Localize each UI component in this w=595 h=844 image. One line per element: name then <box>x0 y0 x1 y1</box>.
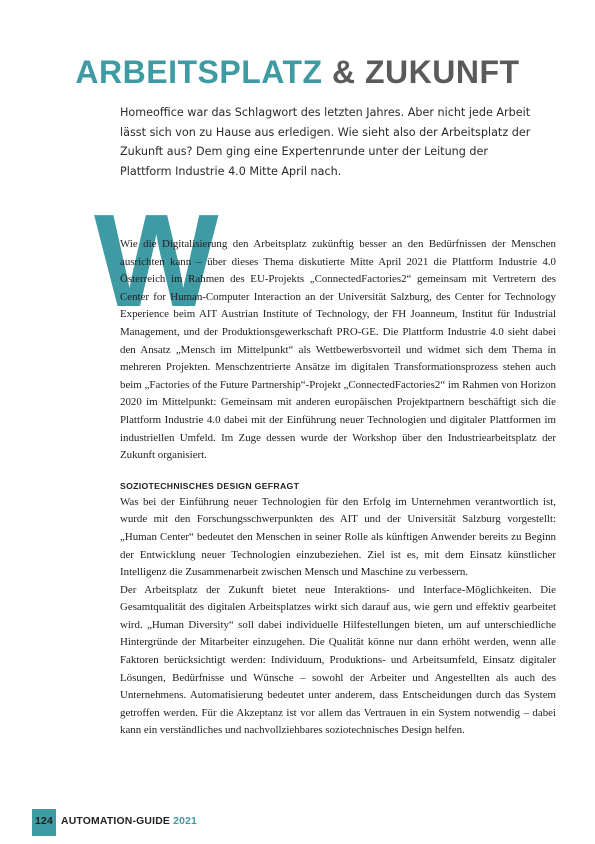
publication-year: 2021 <box>173 816 198 827</box>
paragraph-human-diversity: Der Arbeitsplatz der Zukunft bietet neue Interaktions- und Interface-Möglichkeiten. Die Gesamtqualität des digitalen Arbeitsplatzes wirkt sich darauf aus, wie gern und effektiv gearbeitet wird. „Human Diversity“ soll dabei individuelle Hilfestellungen bieten, um auf unterschiedliche Hintergründe der Mitarbeiter einzugehen. Die Qualität könne nur dann erhöht werden, wenn alle Faktoren berücksichtigt werden: Individuum, Produktions- und Arbeitsumfeld, Einsatz digitaler Lösungen, Bedürfnisse und Wünsche – sowohl der Arbeiter und Angestellten als auch des Unternehmens. Automatisierung bedeutet unter anderem, dass Entscheidungen durch das System getroffen werden. Für die Akzeptanz ist vor allem das Vertrauen in ein System notwendig – dabei kann ein verständliches und nachvollziehbares soziotechnisches Design helfen. <box>120 583 556 737</box>
title-part-arbeitsplatz: ARBEITSPLATZ <box>75 54 323 90</box>
page-title <box>0 52 595 92</box>
paragraph-intro-workshop: Wie die Digitalisierung den Arbeitsplatz zukünftig besser an den Bedürfnissen der Menschen ausrichten kann – über dieses Thema diskutierte Mitte April 2021 die Plattform Industrie 4.0 Österreich im Rahmen des EU-Projekts „ConnectedFactories2“ gemeinsam mit Vertretern des Center for Human-Computer Interaction an der Universität Salzburg, des Center for Technology Experience beim AIT Austrian Institute of Technology, der FH Joanneum, Institut für Industrial Management, und der Produktionsgewerkschaft PRO-GE. Die Plattform Industrie 4.0 sieht dabei den Ansatz „Mensch im Mittelpunkt“ als Wettbewerbsvorteil und widmet sich dem Thema in mehreren Projekten. Menschzentrierte Ansätze im digitalen Transformationsprozess stehen auch beim „Factories of the Future Partnership“-Projekt „ConnectedFactories2“ im Rahmen von Horizon 2020 im Mittelpunkt: Gemeinsam mit anderen europäischen Projektpartnern beschäftigt sich die Plattform Industrie 4.0 dabei mit der Einführung neuer Technologien und digitaler Plattformen im industriellen Umfeld. Im Zuge dessen wurde der Workshop über den Industriearbeitsplatz der Zukunft organisiert. <box>120 238 556 462</box>
intro-paragraph: Homeoffice war das Schlagwort des letzten Jahres. Aber nicht jede Arbeit lässt sich von zu Hause aus erledigen. Wie sieht also der Arbeitsplatz der Zukunft aus? Dem ging eine Expertenrunde unter der Leitung der Plattform Industrie 4.0 Mitte April nach. <box>120 106 531 178</box>
title-part-zukunft: ZUKUNFT <box>364 54 520 90</box>
drop-cap-letter: W <box>94 206 219 316</box>
footer-publication <box>56 809 197 836</box>
page-footer <box>32 809 197 836</box>
title-ampersand: & <box>322 54 365 90</box>
article-body <box>120 236 556 740</box>
publication-name: AUTOMATION-GUIDE <box>61 816 171 827</box>
section-heading: SOZIOTECHNISCHES DESIGN GEFRAGT <box>120 480 300 491</box>
page-number: 124 <box>32 809 56 836</box>
paragraph-human-center: Was bei der Einführung neuer Technologien für den Erfolg im Unternehmen verantwortlich ist, wurde mit den Forschungsschwerpunkten des AIT und der Universität Salzburg vorgestellt: „Human Center“ bedeutet den Menschen in seiner Rolle als künftigen Anwender bereits zu Beginn der Entwicklung neuer Technologien einzubeziehen. Ziel ist es, mit dem Einsatz künstlicher Intelligenz die Zusammenarbeit zwischen Mensch und Maschine zu verbessern. <box>120 495 556 579</box>
